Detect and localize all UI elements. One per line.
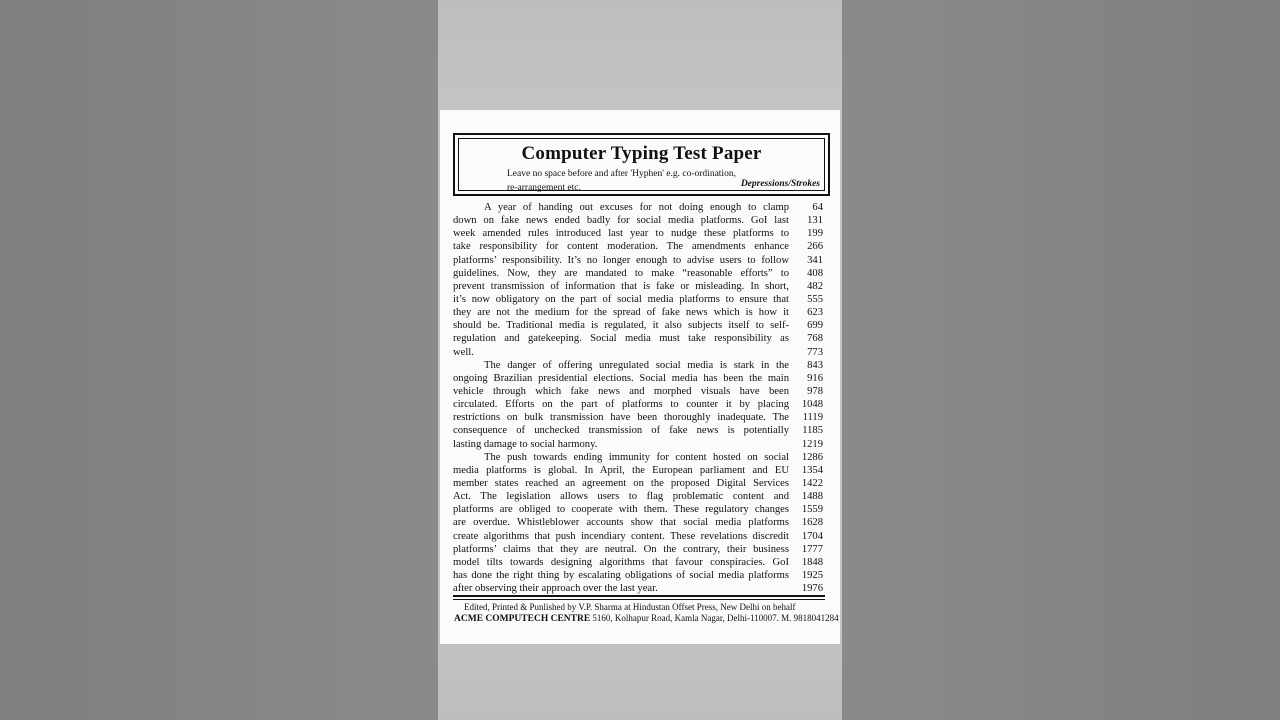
header-box: [453, 133, 830, 196]
line-text: week amended rules introduced last year to nudge these platforms to: [453, 228, 789, 240]
passage-line: [440, 438, 840, 451]
stroke-count: 1286: [801, 451, 823, 463]
stroke-count: 1848: [801, 556, 823, 568]
stroke-count: 978: [807, 385, 823, 397]
hyphen-instruction: Leave no space before and after 'Hyphen' e.g. co-ordination, re-arrangement etc.: [507, 169, 736, 193]
passage-line: [440, 556, 840, 569]
stroke-count: 1354: [801, 464, 823, 476]
line-text: lasting damage to social harmony.: [453, 438, 598, 450]
passage-line: [440, 319, 840, 332]
stroke-count: 1704: [801, 530, 823, 542]
passage-line: [440, 490, 840, 503]
stroke-count: 408: [807, 267, 823, 279]
stroke-count: 266: [807, 241, 823, 253]
stroke-count: 341: [807, 254, 823, 266]
line-text: platforms’ claims that they are neutral. On the contrary, their business: [453, 543, 789, 555]
passage-line: [440, 372, 840, 385]
stroke-count: 1628: [801, 517, 823, 529]
stroke-count: 1777: [801, 543, 823, 555]
line-text: they are not the medium for the spread of fake news which is how it: [453, 307, 789, 319]
passage-line: [440, 254, 840, 267]
passage-line: [440, 227, 840, 240]
line-text: A year of handing out excuses for not doing enough to clamp: [484, 202, 789, 213]
line-text: regulation and gatekeeping. Social media must take responsibility as: [453, 333, 789, 345]
stroke-count: 623: [807, 307, 823, 319]
stroke-count: 482: [807, 280, 823, 292]
line-text: it’s now obligatory on the part of social media platforms to ensure that: [453, 293, 789, 305]
right-blur-background: [842, 0, 1280, 720]
line-text: well.: [453, 346, 474, 358]
passage-line: [440, 201, 840, 214]
passage-line: [440, 530, 840, 543]
stroke-count: 916: [807, 372, 823, 384]
passage-line: [440, 424, 840, 437]
stroke-count: 773: [807, 346, 823, 358]
passage-line: [440, 516, 840, 529]
stroke-count: 199: [807, 228, 823, 240]
stroke-count: 768: [807, 333, 823, 345]
passage-line: [440, 293, 840, 306]
passage-line: [440, 464, 840, 477]
publisher-address-text: 5160, Kolhapur Road, Kamla Nagar, Delhi-110007. M. 9818041284: [592, 613, 839, 623]
line-text: prevent transmission of information that is fake or misleading. In short,: [453, 280, 789, 292]
line-text: media platforms is global. In April, the European parliament and EU: [453, 464, 789, 476]
passage-line: [440, 240, 840, 253]
line-text: restrictions on bulk transmission have been thoroughly inadequate. The: [453, 412, 789, 424]
passage-line: [440, 280, 840, 293]
stroke-count: 1976: [801, 583, 823, 595]
line-text: guidelines. Now, they are mandated to make “reasonable efforts” to: [453, 267, 789, 279]
passage-line: [440, 543, 840, 556]
stroke-count: 1422: [801, 477, 823, 489]
passage-line: [440, 214, 840, 227]
stroke-count: 555: [807, 293, 823, 305]
line-text: ongoing Brazilian presidential elections. Social media has been the main: [453, 372, 789, 384]
passage-line: [440, 569, 840, 582]
line-text: The danger of offering unregulated social media is stark in the: [484, 359, 789, 371]
publisher-org: ACME COMPUTECH CENTRE: [454, 614, 591, 624]
line-text: has done the right thing by escalating obligations of social media platforms: [453, 569, 789, 581]
publisher-line: Edited, Printed & Punlished by V.P. Sharma at Hindustan Offset Press, New Delhi on behalf: [464, 602, 796, 612]
depressions-strokes-label: Depressions/Strokes: [740, 179, 820, 189]
passage-line: [440, 267, 840, 280]
test-paper: [440, 110, 840, 644]
footer-rule-thick: [453, 595, 825, 597]
line-text: platforms’ responsibility. It’s no longer enough to advise users to follow: [453, 254, 789, 266]
stroke-count: 1559: [801, 504, 823, 516]
line-text: member states reached an agreement on the proposed Digital Services: [453, 477, 789, 489]
line-text: down on fake news ended badly for social media platforms. GoI last: [453, 215, 789, 227]
paper-title: Computer Typing Test Paper: [521, 143, 762, 164]
passage-line: [440, 346, 840, 359]
publisher-address: [454, 613, 839, 624]
passage-line: [440, 306, 840, 319]
passage-line: [440, 385, 840, 398]
passage-line: [440, 503, 840, 516]
line-text: take responsibility for content moderation. The amendments enhance: [453, 241, 789, 253]
line-text: consequence of unchecked transmission of fake news is potentially: [453, 425, 789, 437]
passage-line: [440, 359, 840, 372]
stroke-count: 699: [807, 320, 823, 332]
stroke-count: 1048: [801, 399, 823, 411]
line-text: The push towards ending immunity for content hosted on social: [484, 451, 789, 463]
stroke-count: 131: [807, 215, 823, 227]
line-text: create algorithms that push incendiary content. These revelations discredit: [453, 530, 789, 542]
stroke-count: 843: [807, 359, 823, 371]
line-text: model tilts towards designing algorithms that favour conspiracies. GoI: [453, 556, 789, 568]
passage: [440, 201, 840, 595]
line-text: Act. The legislation allows users to flag problematic content and: [453, 491, 789, 503]
left-blur-background: [0, 0, 438, 720]
line-text: should be. Traditional media is regulated, it also subjects itself to self-: [453, 320, 789, 332]
footer-rule-thin: [453, 599, 825, 600]
stroke-count: 1185: [802, 425, 823, 437]
stroke-count: 1119: [802, 412, 823, 424]
line-text: are overdue. Whistleblower accounts show that social media platforms: [453, 517, 789, 529]
passage-line: [440, 451, 840, 464]
passage-line: [440, 398, 840, 411]
passage-line: [440, 411, 840, 424]
passage-line: [440, 332, 840, 345]
passage-line: [440, 582, 840, 595]
stroke-count: 1219: [801, 438, 823, 450]
line-text: after observing their approach over the last year.: [453, 583, 658, 595]
passage-line: [440, 477, 840, 490]
line-text: platforms are obliged to cooperate with them. These regulatory changes: [453, 504, 789, 516]
line-text: circulated. Efforts on the part of platforms to counter it by placing: [453, 399, 789, 411]
line-text: vehicle through which fake news and morphed visuals have been: [453, 385, 789, 397]
stroke-count: 64: [812, 202, 823, 213]
header-inner-border: [458, 138, 825, 191]
stroke-count: 1488: [801, 491, 823, 503]
stroke-count: 1925: [801, 569, 823, 581]
